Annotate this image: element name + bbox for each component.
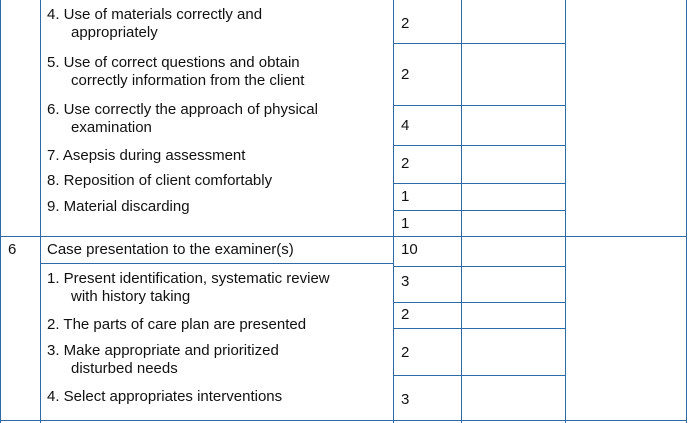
grid-line: [393, 210, 565, 211]
criterion-item: [47, 54, 304, 90]
criterion-item: [47, 101, 318, 137]
grid-line: [393, 302, 565, 303]
grid-line: [393, 43, 565, 44]
criterion-item: 4. Select appropriates interventions: [47, 388, 283, 405]
criterion-line: disturbed needs: [71, 360, 178, 377]
criterion-line: correctly information from the client: [71, 72, 305, 89]
criterion-line: 3. Make appropriate and prioritized: [47, 342, 279, 359]
grid-line: [0, 0, 1, 423]
score-cell: 2: [401, 344, 410, 361]
criterion-line: 6. Use correctly the approach of physical: [47, 101, 318, 118]
grid-line: [393, 0, 394, 423]
criterion-item: [47, 6, 262, 42]
criterion-item: 2. The parts of care plan are presented: [47, 316, 307, 333]
criterion-line: 1. Present identification, systematic review: [47, 270, 330, 287]
score-cell: 2: [401, 306, 410, 323]
section-divider: [0, 420, 687, 421]
grid-line: [461, 0, 462, 423]
score-cell: 1: [401, 215, 410, 232]
criterion-line: examination: [71, 119, 152, 136]
grid-line: [393, 105, 565, 106]
grid-line: [393, 328, 565, 329]
section-title: Case presentation to the examiner(s): [47, 241, 294, 258]
section-total: 10: [401, 241, 418, 258]
grid-line: [393, 266, 565, 267]
grid-line: [393, 375, 565, 376]
score-cell: 4: [401, 117, 410, 134]
criterion-item: 8. Reposition of client comfortably: [47, 172, 273, 189]
criterion-item: [47, 270, 330, 306]
section-divider: [0, 236, 687, 237]
criterion-line: with history taking: [71, 288, 191, 305]
grid-line: [393, 183, 565, 184]
grid-line: [686, 0, 687, 423]
score-cell: 3: [401, 273, 410, 290]
score-cell: 2: [401, 15, 410, 32]
grid-line: [40, 0, 41, 423]
criterion-line: appropriately: [71, 24, 158, 41]
criterion-item: 9. Material discarding: [47, 198, 190, 215]
score-cell: 2: [401, 66, 410, 83]
section-number: 6: [8, 241, 17, 258]
criterion-line: 4. Use of materials correctly and: [47, 6, 263, 23]
score-cell: 3: [401, 391, 410, 408]
score-cell: 1: [401, 188, 410, 205]
grid-line: [565, 0, 566, 423]
criterion-line: 5. Use of correct questions and obtain: [47, 54, 300, 71]
grid-line: [40, 263, 393, 264]
score-cell: 2: [401, 155, 410, 172]
grid-line: [393, 145, 565, 146]
criterion-item: 7. Asepsis during assessment: [47, 147, 246, 164]
criterion-item: [47, 342, 279, 378]
